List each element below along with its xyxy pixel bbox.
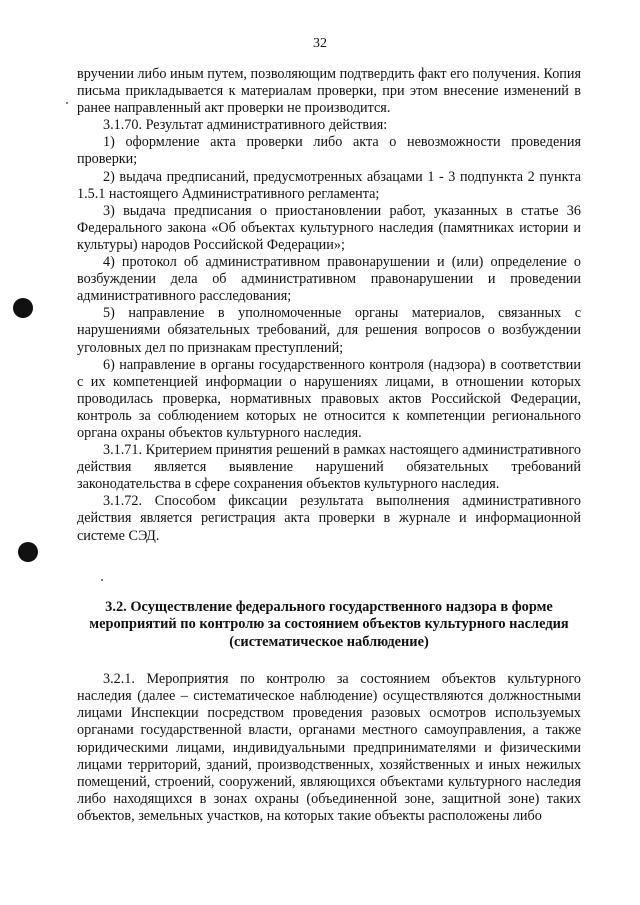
list-item-4: 4) протокол об административном правонарушении и (или) определение о возбуждении дела об административном правонарушении и проведении административного расследования; [77,254,581,305]
punch-hole-mark [13,298,33,318]
paragraph-3-2-1: 3.2.1. Мероприятия по контролю за состоянием объектов культурного наследия (далее – систематическое наблюдение) осуществляются должностными лицами Инспекции посредством проведения разовых осмотров используемых органами государственной власти, органами местного самоуправления, а также юридическими лицами, индивидуальными предпринимателями и физическими лицами территорий, зданий, производственных, хозяйственных и иных нежилых помещений, строений, сооружений, являющихся объектами культурного наследия либо находящихся в зонах охраны (объединенной зоне, защитной зоне) таких объектов, земельных участков, на которых такие объекты расположены либо [77,671,581,824]
list-item-1: 1) оформление акта проверки либо акта о невозможности проведения проверки; [77,134,581,168]
list-item-3: 3) выдача предписания о приостановлении работ, указанных в статье 36 Федерального закона «Об объектах культурного наследия (памятниках истории и культуры) народов Российской Федерации»; [77,202,581,253]
section-heading: 3.2. Осуществление федерального государственного надзора в форме мероприятий по контролю за состоянием объектов культурного наследия (систематическое наблюдение) [89,598,569,650]
scan-speck [66,102,68,104]
list-item-5: 5) направление в уполномоченные органы материалов, связанных с нарушениями обязательных требований, для решения вопросов о возбуждении уголовных дел по признакам преступлений; [77,305,581,356]
document-body [77,66,581,825]
paragraph-3-1-71: 3.1.71. Критерием принятия решений в рамках настоящего административного действия является выявление нарушений обязательных требований законодательства в сфере сохранения объектов культурного наследия. [77,442,581,493]
paragraph-continuation: вручении либо иным путем, позволяющим подтвердить факт его получения. Копия письма прикладывается к материалам проверки, при этом внесение изменений в ранее направленный акт проверки не производится. [77,66,581,117]
page-number: 32 [313,36,327,51]
paragraph-3-1-72: 3.1.72. Способом фиксации результата выполнения административного действия является регистрация акта проверки в журнале и информационной системе СЭД. [77,493,581,544]
paragraph-3-1-70: 3.1.70. Результат административного действия: [103,117,388,134]
list-item-2: 2) выдача предписаний, предусмотренных абзацами 1 - 3 подпункта 2 пункта 1.5.1 настоящего Административного регламента; [77,168,581,202]
punch-hole-mark [18,542,38,562]
list-item-6: 6) направление в органы государственного контроля (надзора) в соответствии с их компетенцией информации о нарушениях лицами, в отношении которых проводилась проверка, нормативных правовых актов Российской Федерации, контроль за соблюдением которых не относится к компетенции регионального органа охраны объектов культурного наследия. [77,356,581,441]
